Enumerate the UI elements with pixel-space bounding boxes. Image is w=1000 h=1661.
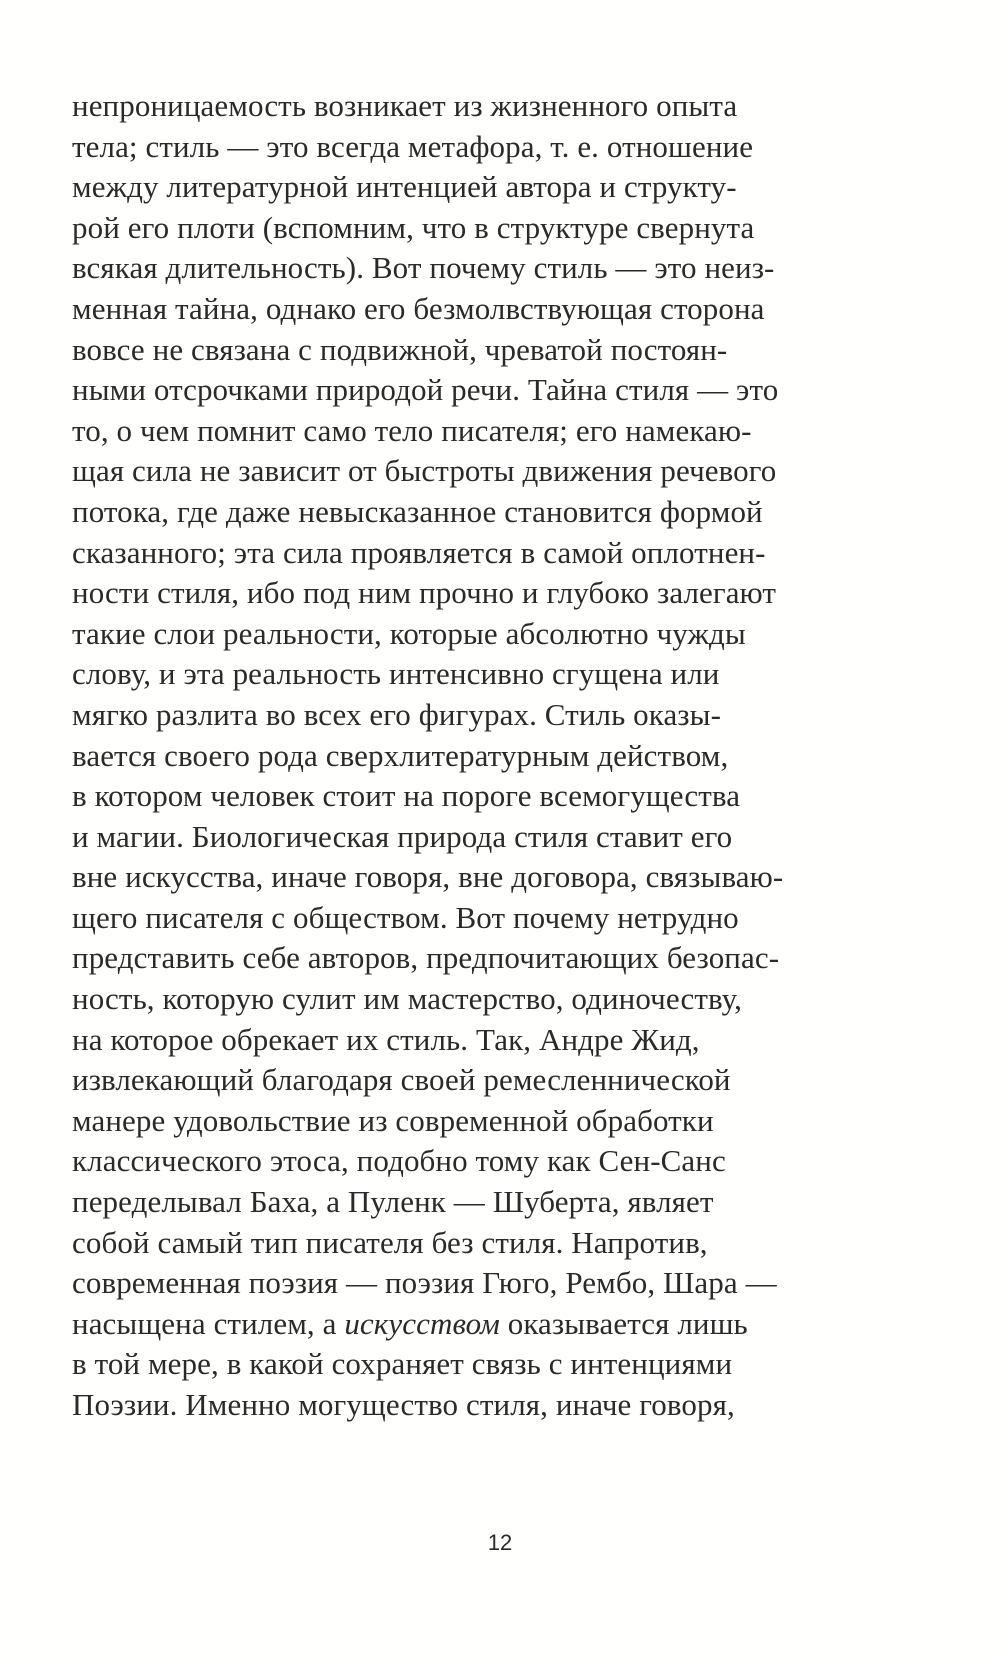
text-line: в той мере, в какой сохраняет связь с интенциями xyxy=(72,1346,733,1382)
text-line: извлекающий благодаря своей ремесленнической xyxy=(72,1062,731,1098)
text-line: вается своего рода сверхлитературным действом, xyxy=(72,737,729,773)
text-line: в котором человек стоит на пороге всемогущества xyxy=(72,778,741,814)
body-text xyxy=(72,86,952,1426)
text-line: ности стиля, ибо под ним прочно и глубоко залегают xyxy=(72,575,777,611)
italic-term: искусством xyxy=(344,1305,500,1341)
text-segment: оказывается лишь xyxy=(499,1305,748,1341)
text-line: слову, и эта реальность интенсивно сгущена или xyxy=(72,656,720,692)
text-line: щая сила не зависит от быстроты движения речевого xyxy=(72,453,777,489)
text-line: то, о чем помнит само тело писателя; его намекаю- xyxy=(72,412,752,448)
text-line: мягко разлита во всех его фигурах. Стиль оказы- xyxy=(72,696,722,732)
text-line: ными отсрочками природой речи. Тайна стиля — это xyxy=(72,372,779,408)
text-line: вовсе не связана с подвижной, чреватой постоян- xyxy=(72,331,728,367)
text-line: между литературной интенцией автора и структу- xyxy=(72,169,737,205)
text-line: представить себе авторов, предпочитающих безопас- xyxy=(72,940,780,976)
text-line: тела; стиль — это всегда метафора, т. е. отношение xyxy=(72,128,754,164)
text-line: собой самый тип писателя без стиля. Напротив, xyxy=(72,1224,708,1260)
text-line: переделывал Баха, а Пуленк — Шуберта, являет xyxy=(72,1184,714,1220)
text-line: Поэзии. Именно могущество стиля, иначе говоря, xyxy=(72,1387,735,1422)
page-number: 12 xyxy=(487,1530,513,1555)
text-line: такие слои реальности, которые абсолютно чужды xyxy=(72,615,746,651)
text-line-with-italic xyxy=(72,1304,952,1345)
text-line: щего писателя с обществом. Вот почему нетрудно xyxy=(72,899,739,935)
text-line: классического этоса, подобно тому как Сен-Санс xyxy=(72,1143,726,1179)
text-line: менная тайна, однако его безмолвствующая сторона xyxy=(72,290,765,326)
text-line: всякая длительность). Вот почему стиль — это неиз- xyxy=(72,250,775,286)
text-line: и магии. Биологическая природа стиля ставит его xyxy=(72,818,733,854)
text-line: ность, которую сулит им мастерство, одиночеству, xyxy=(72,981,742,1017)
text-line: непроницаемость возникает из жизненного опыта xyxy=(72,88,738,123)
text-segment: насыщена стилем, а xyxy=(72,1305,345,1341)
text-line: манере удовольствие из современной обработки xyxy=(72,1102,714,1138)
text-line: сказанного; эта сила проявляется в самой оплотнен- xyxy=(72,534,766,570)
text-line: на которое обрекает их стиль. Так, Андре Жид, xyxy=(72,1021,700,1057)
text-line: современная поэзия — поэзия Гюго, Рембо, Шара — xyxy=(72,1265,777,1301)
text-line: потока, где даже невысказанное становится формой xyxy=(72,493,763,529)
text-line: вне искусства, иначе говоря, вне договора, связываю- xyxy=(72,859,784,895)
text-line: рой его плоти (вспомним, что в структуре свернута xyxy=(72,209,755,245)
